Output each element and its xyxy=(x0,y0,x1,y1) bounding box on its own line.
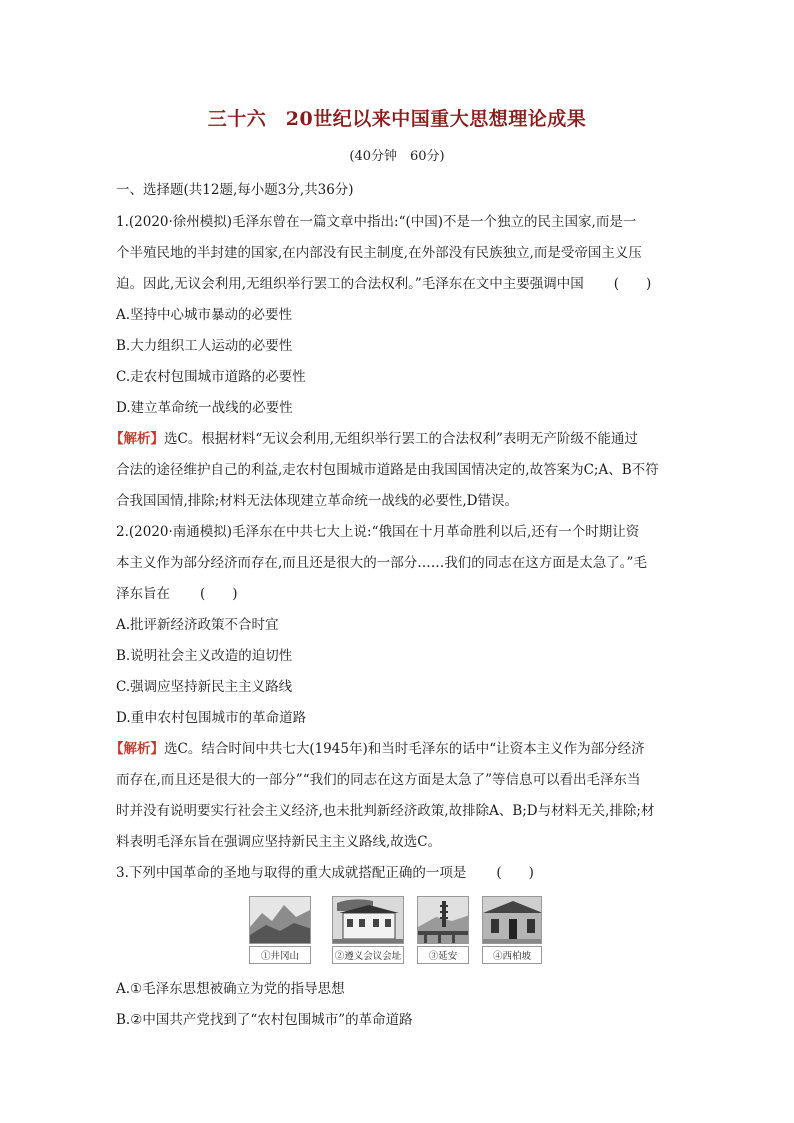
figure-caption: ③延安 xyxy=(417,946,469,964)
q1-analysis-text: 选C。根据材料“无议会利用,无组织举行罢工的合法权利”表明无产阶级不能通过 xyxy=(164,431,638,447)
q2-stem-line-1: 2.(2020·南通模拟)毛泽东在中共七大上说:“俄国在十月革命胜利以后,还有一个时期让资 xyxy=(116,524,640,540)
q1-option-c: C.走农村包围城市道路的必要性 xyxy=(116,369,306,385)
q2-option-a: A.批评新经济政策不合时宜 xyxy=(116,617,279,633)
q2-stem-line-2: 本主义作为部分经济而存在,而且还是很大的一部分……我们的同志在这方面是太急了。”毛 xyxy=(116,555,647,571)
section-heading: 一、选择题(共12题,每小题3分,共36分) xyxy=(116,182,354,198)
q1-analysis-line-3: 合我国国情,排除;材料无法体现建立革命统一战线的必要性,D错误。 xyxy=(116,493,518,509)
page-subtitle: (40分钟 60分) xyxy=(349,149,445,164)
q2-stem-line-3 xyxy=(116,582,238,602)
q2-option-d: D.重申农村包围城市的革命道路 xyxy=(116,710,307,726)
q1-stem-line-3 xyxy=(116,272,651,292)
q2-answer-paren: ( ) xyxy=(200,586,238,602)
figure-jinggangshan xyxy=(249,896,311,964)
q1-analysis-tag: 【解析】 xyxy=(110,431,164,447)
figure-yanan xyxy=(417,896,469,964)
q3-stem-text: 3.下列中国革命的圣地与取得的重大成就搭配正确的一项是 xyxy=(116,865,467,881)
q1-stem-line-2: 个半殖民地的半封建的国家,在内部没有民主制度,在外部没有民族独立,而是受帝国主义压 xyxy=(116,245,642,261)
q2-option-c: C.强调应坚持新民主主义路线 xyxy=(116,679,293,695)
q2-analysis-tag: 【解析】 xyxy=(110,741,164,757)
q2-analysis-line-1 xyxy=(110,737,645,757)
q3-answer-paren: ( ) xyxy=(496,865,534,881)
page-title: 三十六 20世纪以来中国重大思想理论成果 xyxy=(207,108,587,130)
q1-option-b: B.大力组织工人运动的必要性 xyxy=(116,338,293,354)
q1-option-a: A.坚持中心城市暴动的必要性 xyxy=(116,307,293,323)
q2-analysis-line-4: 料表明毛泽东旨在强调应坚持新民主主义路线,故选C。 xyxy=(116,834,442,850)
q1-stem-line-1: 1.(2020·徐州模拟)毛泽东曾在一篇文章中指出:“(中国)不是一个独立的民主国家,而是一 xyxy=(116,214,637,230)
house-photo-icon xyxy=(482,896,542,944)
figure-caption: ④西柏坡 xyxy=(482,946,542,964)
figure-caption: ①井冈山 xyxy=(249,946,311,964)
building-photo-icon xyxy=(332,896,404,944)
q3-stem-line xyxy=(116,861,534,881)
q1-stem-text: 迫。因此,无议会利用,无组织举行罢工的合法权利。”毛泽东在文中主要强调中国 xyxy=(116,276,584,292)
q2-option-b: B.说明社会主义改造的迫切性 xyxy=(116,648,293,664)
q2-analysis-text: 选C。结合时间中共七大(1945年)和当时毛泽东的话中“让资本主义作为部分经济 xyxy=(164,741,645,757)
q2-analysis-line-3: 时并没有说明要实行社会主义经济,也未批判新经济政策,故排除A、B;D与材料无关,排除;材 xyxy=(116,803,655,819)
q3-option-b: B.②中国共产党找到了“农村包围城市”的革命道路 xyxy=(116,1012,413,1028)
q2-stem-text: 泽东旨在 xyxy=(116,586,170,602)
q2-analysis-line-2: 而存在,而且还是很大的一部分”“我们的同志在这方面是太急了”等信息可以看出毛泽东当 xyxy=(116,772,641,788)
q1-option-d: D.建立革命统一战线的必要性 xyxy=(116,400,293,416)
q1-analysis-line-1 xyxy=(110,427,638,447)
figure-caption: ②遵义会议会址 xyxy=(332,946,404,964)
q1-answer-paren: ( ) xyxy=(613,276,652,292)
mountain-photo-icon xyxy=(249,896,311,944)
q3-option-a: A.①毛泽东思想被确立为党的指导思想 xyxy=(116,981,345,997)
q1-analysis-line-2: 合法的途径维护自己的利益,走农村包围城市道路是由我国国情决定的,故答案为C;A、B不符 xyxy=(116,462,659,478)
figure-xibaipo xyxy=(482,896,542,964)
figure-zunyi xyxy=(332,896,404,964)
pagoda-photo-icon xyxy=(417,896,469,944)
